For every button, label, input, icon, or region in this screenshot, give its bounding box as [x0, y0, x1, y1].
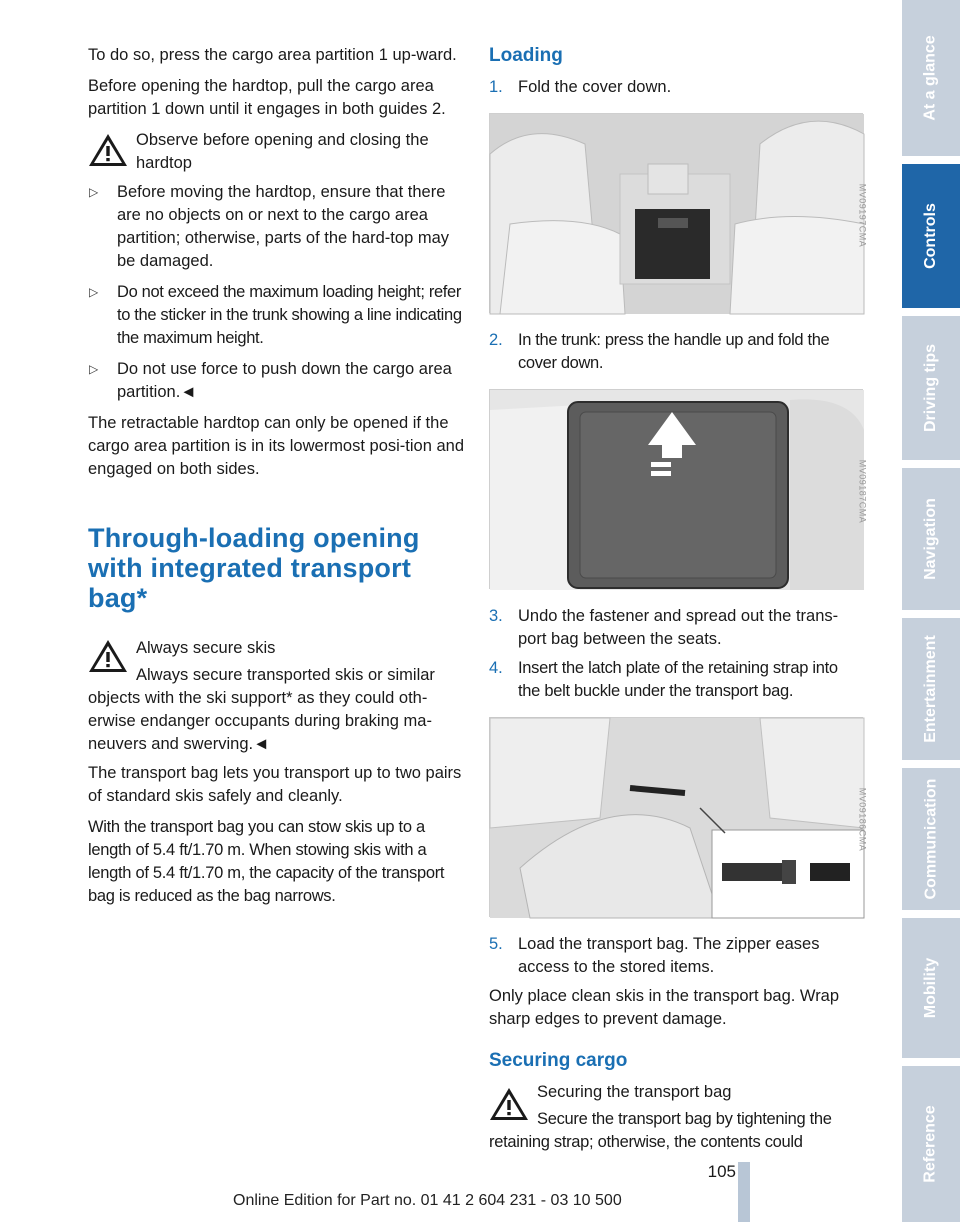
tab-mobility[interactable]: [902, 918, 960, 1058]
bullet-marker: ▷: [89, 285, 99, 299]
transport-paragraph-1: The transport bag lets you transport up to two pairs of standard skis safely and cleanly.: [88, 764, 462, 805]
tab-label: Mobility: [922, 957, 939, 1019]
tab-label: At a glance: [922, 35, 940, 121]
bullet-item: [88, 358, 464, 404]
warning-securing-body: Secure the transport bag by tightening the retaining strap; otherwise, the contents could: [489, 1110, 832, 1151]
retract-paragraph: The retractable hardtop can only be opened if the cargo area partition is in its lowermost posi-tion and engaged on both sides.: [88, 414, 465, 478]
tab-at-a-glance[interactable]: [902, 0, 960, 156]
tab-label: Driving tips: [922, 343, 940, 433]
securing-heading: Securing cargo: [489, 1050, 628, 1071]
warning-skis-title: Always secure skis: [136, 639, 276, 657]
section-heading: Through-loading opening with integrated transport bag*: [88, 523, 420, 613]
clean-skis-paragraph: Only place clean skis in the transport bag. Wrap sharp edges to prevent damage.: [489, 987, 840, 1028]
figure-transport-bag: [489, 717, 868, 917]
figure-cover-folded: [489, 113, 868, 313]
tab-label: Communication: [922, 778, 940, 900]
step-item: [489, 329, 863, 375]
step-text: In the trunk: press the handle up and fold the cover down.: [518, 331, 830, 372]
tab-reference[interactable]: [902, 1066, 960, 1222]
bullet-text: Before moving the hardtop, ensure that there are no objects on or next to the cargo area partition; otherwise, parts of the hard-top may be damaged.: [117, 183, 449, 270]
warning-skis-body: Always secure transported skis or similar objects with the ski support* as they could oth-erwise endanger occupants during braking ma-neuvers and swerving.◄: [88, 666, 435, 753]
transport-bag-illustration: [490, 718, 864, 918]
step-item: [489, 933, 863, 979]
step-number: 2.: [489, 331, 503, 349]
tab-label: Reference: [922, 1105, 939, 1183]
page-number-bar: [738, 1162, 750, 1222]
tab-label: Controls: [922, 203, 939, 269]
figure-code: MV09187CMA: [857, 459, 868, 524]
transport-paragraph-2: With the transport bag you can stow skis up to a length of 5.4 ft/1.70 m. When stowing skis with a length of 5.4 ft/1.70 m, the capacity of the transport bag is reduced as the bag narrows.: [88, 818, 445, 905]
tab-communication[interactable]: [902, 768, 960, 910]
bullet-marker: ▷: [89, 185, 99, 199]
step-text: Insert the latch plate of the retaining strap into the belt buckle under the transport bag.: [518, 659, 838, 700]
seats-illustration: [490, 114, 864, 314]
loading-heading: Loading: [489, 45, 563, 66]
left-column: [88, 44, 464, 916]
bullet-item: [88, 181, 464, 273]
bullet-text: Do not use force to push down the cargo area partition.◄: [117, 360, 452, 401]
bullet-marker: ▷: [89, 362, 99, 376]
tab-controls[interactable]: [902, 164, 960, 308]
bullet-text: Do not exceed the maximum loading height; refer to the sticker in the trunk showing a line indicating the maximum height.: [117, 283, 462, 347]
figure-trunk-handle: [489, 389, 868, 589]
step-number: 1.: [489, 78, 503, 96]
warning-hardtop: [88, 129, 464, 175]
step-text: Fold the cover down.: [518, 78, 672, 96]
intro-paragraph-1: To do so, press the cargo area partition 1 up-ward.: [88, 46, 457, 64]
warning-securing: [489, 1081, 863, 1154]
warning-triangle-icon: [489, 1087, 529, 1121]
warning-securing-title: Securing the transport bag: [537, 1083, 732, 1101]
warning-hardtop-title: Observe before opening and closing the hardtop: [136, 131, 429, 172]
warning-triangle-icon: [88, 133, 128, 167]
step-text: Load the transport bag. The zipper eases access to the stored items.: [518, 935, 820, 976]
page-number: 105: [707, 1162, 736, 1181]
warning-skis: [88, 637, 464, 756]
chapter-tabs: [902, 0, 960, 1222]
step-item: [489, 605, 863, 651]
right-column: [489, 44, 868, 1160]
step-item: [489, 76, 863, 99]
tab-driving-tips[interactable]: [902, 316, 960, 460]
step-number: 3.: [489, 607, 503, 625]
step-number: 4.: [489, 659, 503, 677]
step-number: 5.: [489, 935, 503, 953]
figure-code: MV09186CMA: [857, 787, 868, 852]
warning-triangle-icon: [88, 639, 128, 673]
intro-paragraph-2: Before opening the hardtop, pull the cargo area partition 1 down until it engages in both guides 2.: [88, 77, 446, 118]
bullet-item: [88, 281, 464, 350]
tab-navigation[interactable]: [902, 468, 960, 610]
trunk-cover-illustration: [490, 390, 864, 590]
footer-edition-text: Online Edition for Part no. 01 41 2 604 231 - 03 10 500: [233, 1192, 622, 1209]
tab-label: Entertainment: [922, 635, 940, 743]
tab-entertainment[interactable]: [902, 618, 960, 760]
tab-label: Navigation: [922, 498, 940, 580]
figure-code: MV09197CMA: [857, 183, 868, 248]
step-text: Undo the fastener and spread out the trans-port bag between the seats.: [518, 607, 839, 648]
step-item: [489, 657, 863, 703]
